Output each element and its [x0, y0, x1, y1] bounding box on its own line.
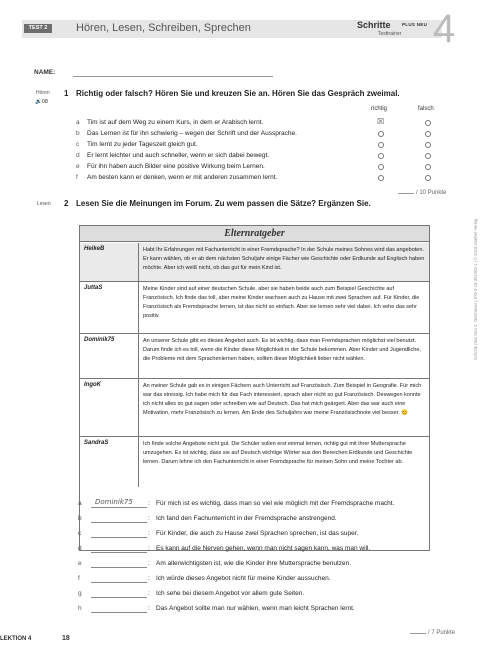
- colon-separator: :: [148, 560, 150, 567]
- score-field: [410, 630, 455, 638]
- name-label: NAME:: [34, 69, 56, 76]
- answer-field[interactable]: [91, 582, 147, 583]
- sentence-letter: b: [78, 515, 82, 522]
- audio-track-number: 08: [41, 99, 48, 105]
- forum-post: [80, 282, 429, 334]
- sentence-letter: h: [78, 605, 82, 612]
- checkbox-true[interactable]: [378, 164, 384, 170]
- statement-text: Tim ist auf dem Weg zu einem Kurs, in dem er Arabisch lernt.: [87, 119, 264, 126]
- checkbox-true[interactable]: [378, 175, 384, 181]
- checkbox-false[interactable]: [425, 131, 431, 137]
- skill-label-lesen: Lesen: [37, 201, 51, 207]
- skill-label-hoeren: Hören: [36, 90, 50, 96]
- sentence-text: Ich sehe bei diesem Angebot vor allem gute Seiten.: [156, 590, 305, 597]
- colon-separator: :: [148, 500, 150, 507]
- test-badge: TEST 2: [24, 24, 52, 33]
- answer-field[interactable]: [91, 612, 147, 613]
- colon-separator: :: [148, 530, 150, 537]
- forum-post: [80, 334, 429, 379]
- statement-letter: c: [76, 141, 80, 148]
- checkbox-true-checked[interactable]: ☒: [377, 117, 385, 126]
- post-text: Ich finde solche Angebote nicht gut. Die Schüler sollen erst einmal lernen, richtig gut mit ihrer Muttersprache umzugehen. Es ist wichtig, dass sie auf Deutsch wichtige Wörter aus den Bereichen Erdkunde und Geschichte lernen. Darum lehne ich den Fachunterricht in einer Fremdsprache für meinen Sohn und meine Tochter ab.: [143, 441, 413, 465]
- sentence-letter: c: [78, 530, 82, 537]
- exercise-number: 2: [64, 199, 69, 208]
- checkbox-true[interactable]: [378, 131, 384, 137]
- statement-text: Für ihn haben auch Bilder eine positive Wirkung beim Lernen.: [87, 163, 265, 170]
- exercise-number: 1: [64, 89, 69, 98]
- sentence-text: Für mich ist es wichtig, dass man so viel wie möglich mit der Fremdsprache macht.: [156, 500, 395, 507]
- sentence-text: Das Angebot sollte man nur wählen, wenn man leicht Sprachen lernt.: [156, 605, 355, 612]
- colon-separator: :: [148, 575, 150, 582]
- answer-field[interactable]: [91, 567, 147, 568]
- post-username: JuttaS: [84, 285, 103, 291]
- sentence-letter: f: [78, 575, 80, 582]
- lesson-label: LEKTION 4: [0, 636, 32, 642]
- score-field: [398, 190, 446, 198]
- answer-field[interactable]: [91, 552, 147, 553]
- exercise-instruction: Richtig oder falsch? Hören Sie und kreuzen Sie an. Hören Sie das Gespräch zweimal.: [76, 89, 400, 98]
- brand-subtitle: PLUS NEU: [402, 22, 428, 27]
- colon-separator: :: [148, 515, 150, 522]
- checkbox-false[interactable]: [425, 142, 431, 148]
- statement-text: Tim lernt zu jeder Tageszeit gleich gut.: [87, 141, 198, 148]
- post-text: Meine Kinder sind auf einer deutschen Schule, aber sie haben beide auch zum Beispiel Geschichte auf Französisch. Ich finde das toll, aber meine Kinder wachsen auch zu Hause mit zwei Sprachen auf. Für Kinder, die Französisch als Fremdsprache lernen, ist das nicht so einfach. Aber sie lernen sehr viel dabei. Ich sehe das sehr positiv.: [143, 286, 420, 319]
- audio-track: [35, 99, 48, 106]
- post-username: HeikeB: [84, 246, 105, 252]
- post-username: Dominik75: [84, 337, 115, 343]
- answer-field[interactable]: [91, 522, 147, 523]
- post-text: An unserer Schule gibt es dieses Angebot auch. Es ist wichtig, dass man Fremdsprachen möglichst viel benutzt. Darum finde ich es toll, wenn die Kinder diese Möglichkeit in der Schule bekommen. Aber Kinder und Jugendliche, die Probleme mit dem Sprachenlernen haben, sollten diese Möglichkeit lieber nicht wählen.: [143, 338, 421, 362]
- speaker-icon: 🔊: [35, 99, 42, 105]
- statement-letter: f: [76, 174, 78, 181]
- sentence-letter: g: [78, 590, 82, 597]
- statement-letter: e: [76, 163, 80, 170]
- colon-separator: :: [148, 545, 150, 552]
- checkbox-false[interactable]: [425, 175, 431, 181]
- sentence-text: Es kann auf die Nerven gehen, wenn man nicht sagen kann, was man will.: [156, 545, 371, 552]
- statement-text: Am besten kann er denken, wenn er mit anderen zusammen lernt.: [87, 174, 278, 181]
- statement-letter: a: [76, 119, 80, 126]
- copyright-notice: Schritte plus Neu 4, Testtrainer | 978-3-19-301084-1 | © 2018 Hueber Verlag: [473, 218, 478, 360]
- forum-post: [80, 379, 429, 437]
- brand-product-line: Testtrainer: [378, 31, 402, 37]
- post-username: IngoK: [84, 382, 101, 388]
- checkbox-false[interactable]: [425, 120, 431, 126]
- forum-title: Elternratgeber: [80, 226, 429, 242]
- answer-field[interactable]: [91, 597, 147, 598]
- checkbox-false[interactable]: [425, 153, 431, 159]
- post-text: An meiner Schule gab es in einigen Fächern auch Unterricht auf Französisch. Zum Beispiel in Geografie. Für mich war das stressig. Ich habe mich für das Fach interessiert, sprach aber nicht so gut Französisch. Deswegen konnte ich nicht alles so gut sagen oder schreiben wie auf Deutsch. Das hat mich geärgert. Aber das war auch eine Motivation, mehr Französisch zu lernen. Am Ende des Schuljahrs war meine Französischnote viel besser. 😊: [143, 383, 422, 416]
- forum-post: [80, 243, 429, 282]
- page-title: Hören, Lesen, Schreiben, Sprechen: [76, 22, 251, 34]
- points-label: / 10 Punkte: [416, 190, 447, 196]
- sentence-text: Ich würde dieses Angebot nicht für meine Kinder aussuchen.: [156, 575, 331, 582]
- post-username: SandraS: [84, 440, 109, 446]
- points-label: / 7 Punkte: [428, 630, 456, 636]
- checkbox-true[interactable]: [378, 142, 384, 148]
- brand-title: Schritte: [357, 20, 391, 30]
- exercise-instruction: Lesen Sie die Meinungen im Forum. Zu wem passen die Sätze? Ergänzen Sie.: [76, 199, 371, 208]
- sentence-letter: a: [78, 500, 82, 507]
- page-number: 18: [62, 635, 70, 642]
- column-header-true: richtig: [371, 106, 388, 112]
- name-field[interactable]: [73, 76, 273, 77]
- sentence-text: Am allerwichtigsten ist, wie die Kinder ihre Muttersprache benutzen.: [156, 560, 352, 567]
- answer-value: Dominik75: [95, 498, 133, 506]
- post-text: Habt Ihr Erfahrungen mit Fachunterricht in einer Fremdsprache? In der Schule meines Sohnes wird das angeboten. Er kann wählen, ob er ab dem nächsten Schuljahr einige Fächer wie Geschichte oder Erdkunde auf Englisch haben möchte. Aber ich weiß nicht, ob das gut für mein Kind ist.: [143, 247, 425, 271]
- statement-letter: d: [76, 152, 80, 159]
- sentence-letter: d: [78, 545, 82, 552]
- statement-text: Er lernt leichter und auch schneller, wenn er sich dabei bewegt.: [87, 152, 270, 159]
- sentence-text: Ich fand den Fachunterricht in der Fremdsprache anstrengend.: [156, 515, 337, 522]
- forum-post: [80, 437, 429, 487]
- volume-number: 4: [433, 7, 456, 51]
- checkbox-true[interactable]: [378, 153, 384, 159]
- answer-field[interactable]: [91, 507, 147, 508]
- sentence-text: Für Kinder, die auch zu Hause zwei Sprachen sprechen, ist das super.: [156, 530, 359, 537]
- colon-separator: :: [148, 590, 150, 597]
- sentence-letter: e: [78, 560, 82, 567]
- colon-separator: :: [148, 605, 150, 612]
- statement-text: Das Lernen ist für ihn schwierig – wegen der Schrift und der Aussprache.: [87, 130, 297, 137]
- statement-letter: b: [76, 130, 80, 137]
- answer-field[interactable]: [91, 537, 147, 538]
- checkbox-false[interactable]: [425, 164, 431, 170]
- column-header-false: falsch: [418, 106, 434, 112]
